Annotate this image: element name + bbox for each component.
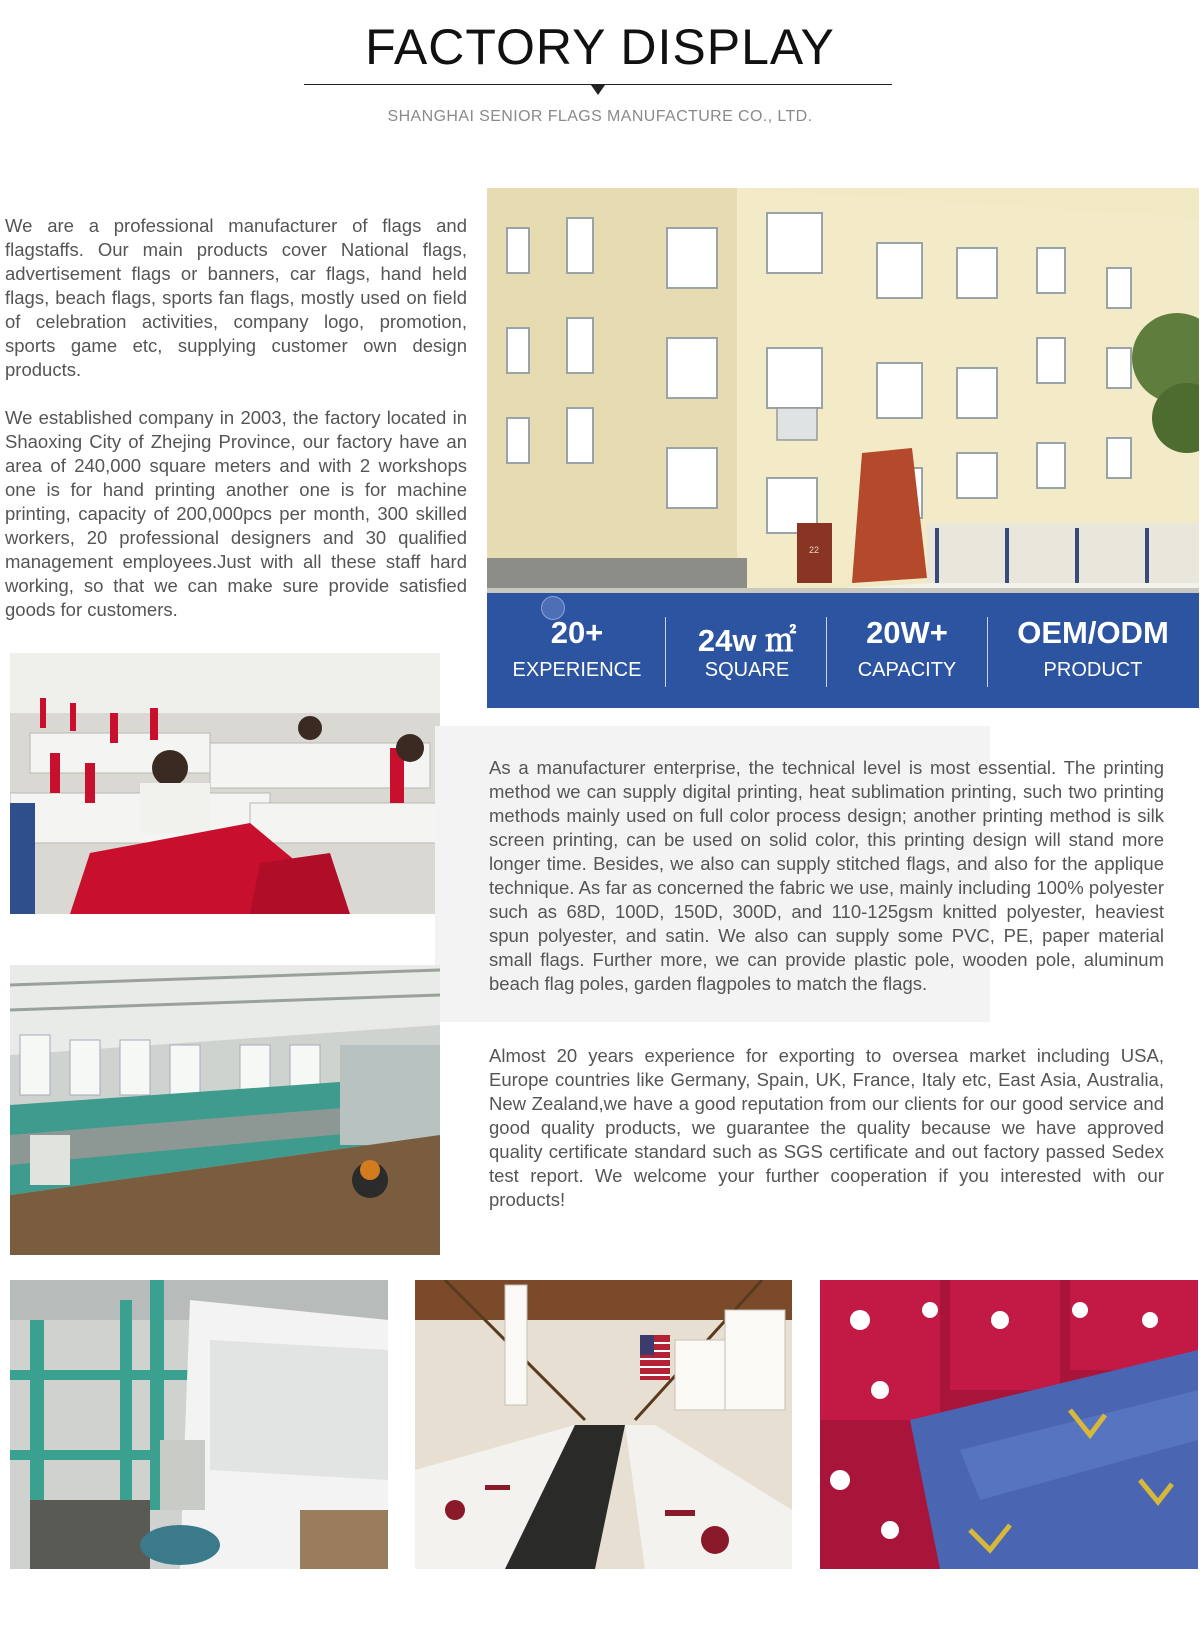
stat-capacity [827,593,987,708]
technology-text [489,756,1164,996]
intro-paragraph-products: We are a professional manufacturer of flags and flagstaffs. Our main products cover National flags, advertisement flags or banners, car flags, hand held flags, beach flags, sports fan flags, mostly used on field of celebration activities, company logo, promotion, sports game etc, supplying customer own design products. [5,215,467,380]
finished-flags-drying-photo [820,1280,1198,1569]
intro-paragraph-factory: We established company in 2003, the factory located in Shaoxing City of Zhejing Province, our factory have an area of 240,000 square meters and with 2 workshops one is for hand printing another one is for machine printing, capacity of 200,000pcs per month, 300 skilled workers, 20 professional designers and 30 qualified management employees.Just with all these staff hard working, so that we can make sure provide satisfied goods for customers. [5,407,467,620]
printing-line-photo [10,965,440,1255]
stat-label: EXPERIENCE [512,659,642,681]
page-title: FACTORY DISPLAY [365,19,835,75]
stat-value: 20+ [550,615,604,650]
flag-printing-hall-photo [415,1280,792,1569]
building-sign-number: 22 [808,545,820,555]
stat-value: 20W+ [866,615,948,650]
sewing-workshop-photo [10,653,440,914]
stat-label: SQUARE [704,659,790,681]
divider-arrow-icon [591,85,605,95]
stat-label: PRODUCT [1043,659,1143,681]
stat-experience [487,593,667,708]
technology-paragraph: As a manufacturer enterprise, the technical level is most essential. The printing method we can supply digital printing, heat sublimation printing, such two printing methods mainly used on full color process design; another printing method is silk screen printing, can be used on solid color, this printing design will stand more longer time. Besides, we also can supply stitched flags, and also for the applique technique. As far as concerned the fabric we use, mainly including 100% polyester such as 68D, 100D, 150D, 300D, and 110-125gsm knitted polyester, heaviest spun polyester, and satin. We also can supply some PVC, PE, paper material small flags. Further more, we can provide plastic pole, wooden pole, aluminum beach flag poles, garden flagpoles to match the flags. [489,757,1164,994]
stats-band [487,593,1199,708]
fabric-dyeing-machine-photo [10,1280,388,1569]
stat-product [987,593,1199,708]
stat-value: 24w ㎡ [697,623,797,658]
stat-label: CAPACITY [857,659,957,681]
export-text [489,1044,1164,1212]
stat-value: OEM/ODM [1017,615,1169,650]
export-paragraph: Almost 20 years experience for exporting to oversea market including USA, Europe countries like Germany, Spain, UK, France, Italy etc, East Asia, Australia, New Zealand,we have a good reputation from our clients for our good service and good quality products, we guarantee the quality because we have approved quality certificate standard such as SGS certificate and out factory passed Sedex test report. We welcome your further cooperation if you interested with our products! [489,1045,1164,1210]
stat-divider [665,617,666,687]
stat-square [667,593,827,708]
company-subtitle: SHANGHAI SENIOR FLAGS MANUFACTURE CO., LTD. [387,108,813,125]
intro-text [5,214,467,622]
